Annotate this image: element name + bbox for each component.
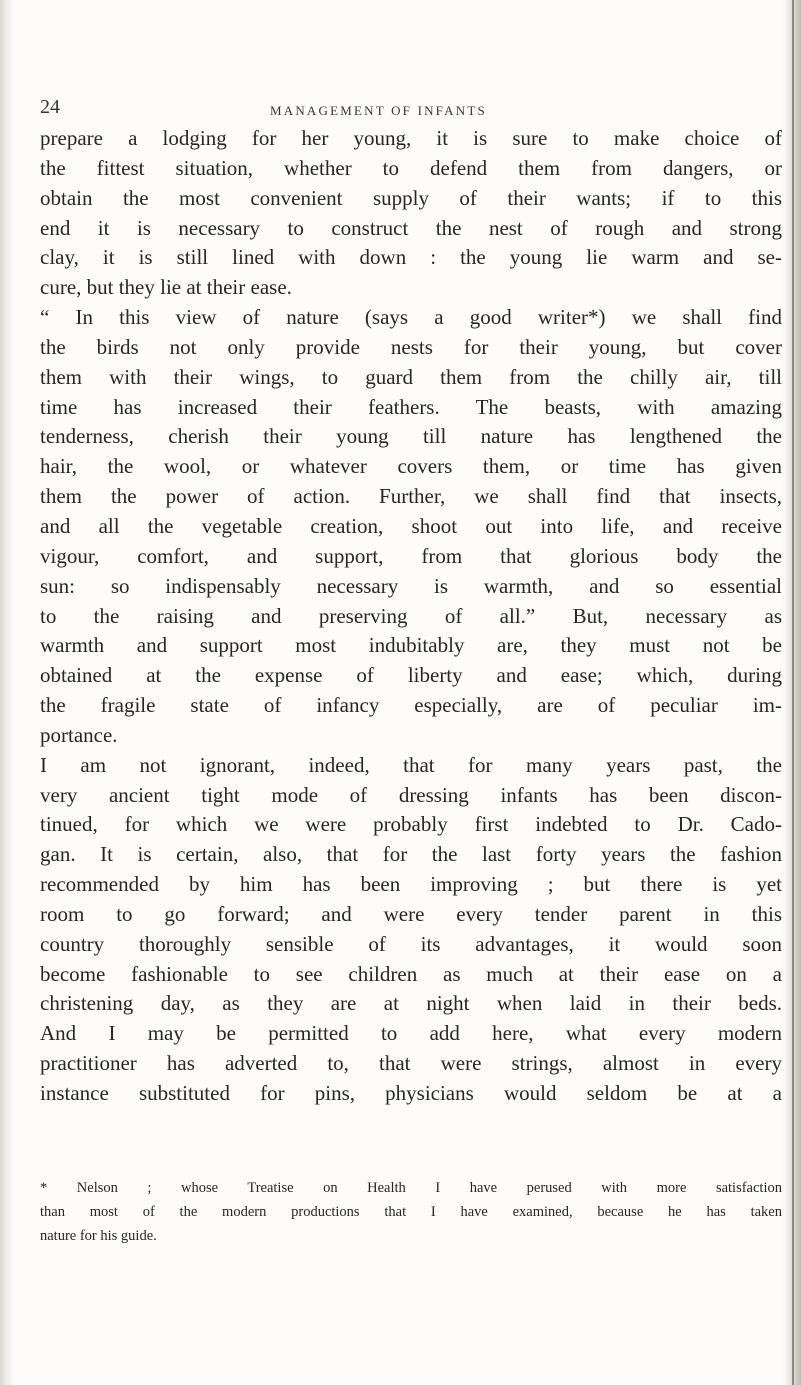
text-line: the birds not only provide nests for their young, but cover — [40, 334, 782, 359]
text-line: the fittest situation, whether to defend them from dangers, or — [40, 155, 782, 180]
text-line: clay, it is still lined with down : the young lie warm and se- — [40, 245, 782, 270]
text-line: hair, the wool, or whatever covers them, or time has given — [40, 454, 782, 479]
text-line: christening day, as they are at night when laid in their beds. — [40, 991, 782, 1016]
text-line: and all the vegetable creation, shoot out into life, and receive — [40, 513, 782, 538]
page-left-edge — [0, 0, 14, 1385]
text-line: obtained at the expense of liberty and ease; which, during — [40, 663, 782, 688]
page-right-edge — [783, 0, 801, 1385]
text-line: time has increased their feathers. The beasts, with amazing — [40, 394, 782, 419]
text-line: I am not ignorant, indeed, that for many years past, the — [40, 752, 782, 777]
text-line: end it is necessary to construct the nest of rough and strong — [40, 215, 782, 240]
footnote-line: nature for his guide. — [40, 1228, 157, 1244]
text-line: tenderness, cherish their young till nature has lengthened the — [40, 424, 782, 449]
text-line: instance substituted for pins, physicians would seldom be at a — [40, 1081, 782, 1105]
footnote — [40, 1176, 782, 1248]
text-line: become fashionable to see children as much at their ease on a — [40, 961, 782, 986]
page-number: 24 — [40, 96, 60, 118]
text-line: prepare a lodging for her young, it is sure to make choice of — [40, 126, 782, 150]
running-title: MANAGEMENT OF INFANTS — [270, 103, 487, 118]
text-line: gan. It is certain, also, that for the last forty years the fashion — [40, 842, 782, 867]
text-line: tinued, for which we were probably first indebted to Dr. Cado- — [40, 812, 782, 837]
text-line: practitioner has adverted to, that were strings, almost in every — [40, 1051, 782, 1076]
text-line: the fragile state of infancy especially, are of peculiar im- — [40, 693, 782, 718]
text-line: country thoroughly sensible of its advantages, it would soon — [40, 931, 782, 956]
text-line: “ In this view of nature (says a good writer*) we shall find — [40, 305, 782, 330]
text-line: warmth and support most indubitably are, they must not be — [40, 633, 782, 658]
footnote-line: than most of the modern productions that I have examined, because he has taken — [40, 1204, 782, 1220]
text-line: vigour, comfort, and support, from that glorious body the — [40, 543, 782, 568]
text-line: sun: so indispensably necessary is warmth, and so essential — [40, 573, 782, 598]
text-line: very ancient tight mode of dressing infants has been discon- — [40, 782, 782, 807]
text-line: them with their wings, to guard them from the chilly air, till — [40, 364, 782, 389]
text-line: And I may be permitted to add here, what every modern — [40, 1021, 782, 1046]
text-line: cure, but they lie at their ease. — [40, 275, 292, 300]
text-line: recommended by him has been improving ; but there is yet — [40, 872, 782, 897]
text-line: portance. — [40, 722, 118, 747]
text-line: them the power of action. Further, we shall find that insects, — [40, 484, 782, 509]
text-line: room to go forward; and were every tender parent in this — [40, 901, 782, 926]
text-line: to the raising and preserving of all.” But, necessary as — [40, 603, 782, 628]
body-text — [40, 124, 782, 1109]
footnote-line: * Nelson ; whose Treatise on Health I have perused with more satisfaction — [40, 1180, 782, 1196]
text-line: obtain the most convenient supply of their wants; if to this — [40, 185, 782, 210]
